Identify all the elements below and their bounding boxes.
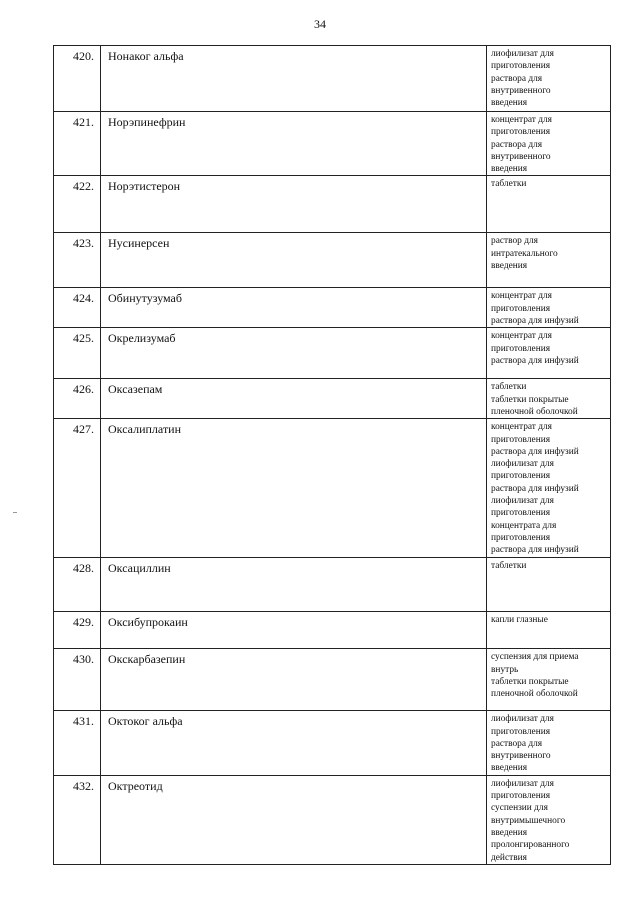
drug-name: Окрелизумаб [101,328,487,379]
dosage-form-line: раствора для [491,73,543,84]
dosage-form-line: концентрат для [491,115,552,125]
dosage-form-line: внутримышечного [491,815,566,826]
dosage-form-line: приготовления [491,127,551,138]
dosage-form-line: концентрат для [491,331,552,342]
table-row [54,288,611,328]
dosage-form-line: пленочной оболочкой [491,689,578,700]
row-number: 427. [54,419,101,558]
dosage-form-line: лиофилизат для [491,496,554,507]
dosage-form-line: приготовления [491,434,551,445]
drug-name: Норэтистерон [101,176,487,233]
drug-name: Обинутузумаб [101,288,487,328]
dosage-form-line: лиофилизат для [491,49,554,59]
dosage-form-line: введения [491,98,528,109]
row-number: 426. [54,379,101,419]
dosage-form-line: интратекального [491,248,558,259]
dosage-form-line: раствор для [491,236,538,247]
dosage-forms [487,711,611,775]
dosage-form-line: суспензия для приема [491,652,579,663]
dosage-form-line: раствора для инфузий [491,316,579,327]
dosage-form-line: приготовления [491,791,551,802]
dosage-form-line: концентрат для [491,291,552,302]
row-number: 429. [54,612,101,649]
dosage-form-line: введения [491,164,528,175]
drug-name: Оксациллин [101,558,487,612]
dosage-form-line: раствора для инфузий [491,483,579,494]
dosage-form-line: раствора для инфузий [491,446,579,457]
table-row [54,379,611,419]
table-row [54,558,611,612]
dosage-form-line: таблетки покрытые [491,676,569,687]
table-row [54,612,611,649]
dosage-form-line: лиофилизат для [491,778,554,789]
row-number: 423. [54,233,101,288]
row-number: 421. [54,112,101,176]
dosage-form-line: внутрь [491,664,519,675]
dosage-form-line: приготовления [491,343,551,354]
dosage-forms [487,176,611,233]
dosage-form-line: раствора для инфузий [491,545,579,556]
table-body [54,46,611,865]
dosage-form-line: раствора для [491,139,543,150]
dosage-form-line: приготовления [491,471,551,482]
drug-name: Оксибупрокаин [101,612,487,649]
dosage-form-line: введения [491,763,528,774]
dosage-form-line: пленочной оболочкой [491,406,578,417]
dosage-form-line: внутривенного [491,751,551,762]
dosage-form-line: раствора для [491,738,543,749]
table-row [54,233,611,288]
dosage-forms [487,46,611,112]
dosage-form-line: действия [491,852,527,863]
dosage-form-line: введения [491,827,528,838]
dosage-forms [487,112,611,176]
page-number: 34 [314,17,326,31]
dosage-forms [487,379,611,419]
row-number: 430. [54,649,101,711]
dosage-forms [487,558,611,612]
row-number: 425. [54,328,101,379]
dosage-form-line: приготовления [491,532,551,543]
dosage-form-line: внутривенного [491,151,551,162]
dosage-form-line: таблетки [491,561,527,572]
drug-name: Норэпинефрин [101,112,487,176]
dosage-forms [487,775,611,864]
dosage-forms [487,328,611,379]
table-row [54,112,611,176]
dosage-form-line: лиофилизат для [491,714,554,725]
row-number: 431. [54,711,101,775]
row-number: 420. [54,46,101,112]
table-row [54,46,611,112]
row-number: 424. [54,288,101,328]
dosage-form-line: приготовления [491,303,551,314]
dosage-form-line: приготовления [491,508,551,519]
dosage-form-line: введения [491,261,528,272]
row-number: 422. [54,176,101,233]
row-number: 428. [54,558,101,612]
table-row [54,775,611,864]
dosage-forms [487,419,611,558]
row-number: 432. [54,775,101,864]
dosage-form-line: суспензии для [491,803,548,814]
dosage-form-line: лиофилизат для [491,459,554,470]
drug-name: Октоког альфа [101,711,487,775]
margin-mark [13,512,17,513]
table-row [54,328,611,379]
dosage-form-line: таблетки [491,382,527,393]
table-row [54,711,611,775]
dosage-forms [487,649,611,711]
table-row [54,176,611,233]
dosage-forms [487,612,611,649]
drug-name: Нонаког альфа [101,46,487,112]
drug-name: Окскарбазепин [101,649,487,711]
table-row [54,649,611,711]
dosage-forms [487,233,611,288]
dosage-form-line: приготовления [491,726,551,737]
drug-table [53,45,611,865]
dosage-form-line: внутривенного [491,85,551,96]
dosage-form-line: концентрата для [491,520,557,531]
drug-name: Нусинерсен [101,233,487,288]
dosage-form-line: пролонгированного [491,840,570,851]
dosage-form-line: раствора для инфузий [491,355,579,366]
dosage-form-line: приготовления [491,61,551,72]
dosage-forms [487,288,611,328]
dosage-form-line: капли глазные [491,615,548,626]
dosage-form-line: таблетки [491,179,527,190]
table-row [54,419,611,558]
drug-name: Оксалиплатин [101,419,487,558]
drug-name: Октреотид [101,775,487,864]
dosage-form-line: таблетки покрытые [491,394,569,405]
dosage-form-line: концентрат для [491,422,552,433]
drug-name: Оксазепам [101,379,487,419]
